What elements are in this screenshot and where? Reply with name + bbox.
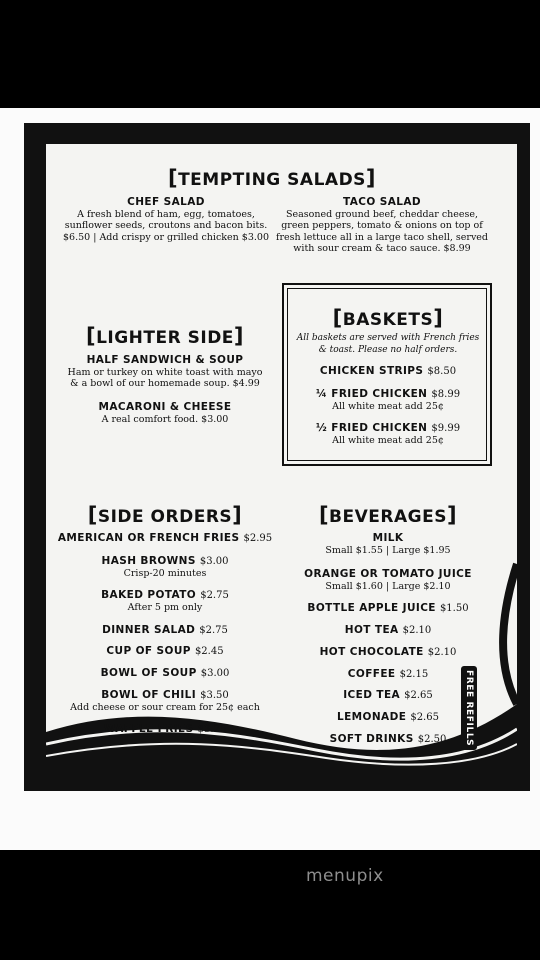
- hot-chocolate-name: HOT CHOCOLATE: [319, 646, 424, 658]
- apple-juice-price: $1.50: [439, 603, 469, 614]
- bowl-soup-price: $3.00: [200, 668, 230, 679]
- baked-potato-item: [101, 590, 229, 613]
- cup-soup-name: CUP OF SOUP: [106, 645, 191, 657]
- mac-cheese-item: [99, 402, 232, 425]
- chicken-strips-item: [320, 366, 456, 378]
- quarter-chicken-desc: All white meat add 25¢: [332, 400, 444, 412]
- half-sandwich-desc-2: & a bowl of our homemade soup. $4.99: [70, 378, 260, 389]
- fries-name: AMERICAN OR FRENCH FRIES: [57, 532, 240, 544]
- iced-tea-price: $2.65: [404, 690, 433, 701]
- waffle-fries-price: $3.25: [197, 724, 227, 735]
- hot-tea-item: [345, 625, 432, 637]
- dinner-salad-price: $2.75: [199, 625, 228, 636]
- baked-potato-price: $2.75: [200, 590, 229, 601]
- coffee-name: COFFEE: [347, 668, 396, 680]
- half-sandwich-desc-1: Ham or turkey on white toast with mayo: [67, 366, 263, 378]
- taco-salad-item: [276, 197, 488, 255]
- beverages-heading: [BEVERAGES]: [318, 503, 458, 527]
- soft-drinks-name: SOFT DRINKS: [329, 733, 414, 745]
- taco-salad-desc-4: with sour cream & taco sauce. $8.99: [293, 243, 471, 254]
- chef-salad-desc-3: $6.50 | Add crispy or grilled chicken $3.00: [63, 231, 269, 243]
- soft-drinks-item: [330, 734, 447, 746]
- mac-cheese-desc: A real comfort food. $3.00: [101, 413, 229, 425]
- baskets-note-2: & toast. Please no half orders.: [318, 344, 458, 355]
- lemonade-price: $2.65: [410, 712, 439, 723]
- coffee-item: [348, 669, 428, 681]
- taco-salad-desc-2: green peppers, tomato & onions on top of: [281, 220, 483, 231]
- hot-tea-name: HOT TEA: [344, 624, 399, 636]
- milk-item: [325, 533, 450, 556]
- salads-heading: [TEMPTING SALADS]: [167, 166, 377, 190]
- quarter-chicken-item: [316, 389, 460, 412]
- baskets-note: [297, 333, 480, 356]
- half-chicken-price: $9.99: [431, 423, 461, 434]
- baskets-note-1: All baskets are served with French fries: [296, 333, 480, 343]
- coffee-price: $2.15: [399, 669, 429, 680]
- cup-soup-item: [106, 646, 223, 658]
- lighter-side-heading: [LIGHTER SIDE]: [85, 324, 245, 348]
- juice-name: ORANGE OR TOMATO JUICE: [304, 568, 472, 580]
- half-chicken-desc: All white meat add 25¢: [332, 434, 444, 446]
- apple-juice-item: [307, 603, 468, 615]
- baked-potato-desc: After 5 pm only: [127, 601, 203, 613]
- side-orders-heading: [SIDE ORDERS]: [87, 503, 243, 527]
- hash-browns-desc: Crisp-20 minutes: [123, 567, 207, 579]
- dinner-salad-item: [102, 625, 228, 637]
- fries-price: $2.95: [243, 533, 273, 544]
- lemonade-name: LEMONADE: [337, 711, 407, 723]
- hot-chocolate-price: $2.10: [427, 647, 457, 658]
- bowl-chili-desc: Add cheese or sour cream for 25¢ each: [70, 701, 260, 713]
- half-sandwich-item: [68, 355, 263, 390]
- hash-browns-name: HASH BROWNS: [101, 555, 196, 567]
- waffle-fries-name: WAFFLE FRIES: [103, 723, 194, 735]
- iced-tea-name: ICED TEA: [343, 689, 401, 701]
- chef-salad-desc-2: sunflower seeds, croutons and bacon bits.: [64, 220, 268, 231]
- juice-item: [304, 569, 472, 592]
- chef-salad-desc-1: A fresh blend of ham, egg, tomatoes,: [77, 208, 255, 220]
- apple-juice-name: BOTTLE APPLE JUICE: [307, 602, 436, 614]
- bowl-chili-item: [70, 690, 260, 713]
- taco-salad-desc-3: fresh lettuce all in a large taco shell, served: [275, 231, 489, 243]
- hash-browns-item: [102, 556, 229, 579]
- taco-salad-name: TACO SALAD: [343, 196, 421, 208]
- milk-desc: Small $1.55 | Large $1.95: [325, 544, 451, 556]
- quarter-chicken-price: $8.99: [431, 389, 461, 400]
- juice-desc: Small $1.60 | Large $2.10: [325, 580, 451, 592]
- milk-name: MILK: [372, 532, 404, 544]
- bowl-chili-price: $3.50: [200, 690, 229, 701]
- half-chicken-item: [316, 423, 460, 446]
- mac-cheese-name: MACARONI & CHEESE: [98, 401, 232, 413]
- free-refills-badge: FREE REFILLS: [461, 666, 477, 750]
- bowl-chili-name: BOWL OF CHILI: [101, 689, 197, 701]
- dinner-salad-name: DINNER SALAD: [102, 624, 196, 636]
- chicken-strips-name: CHICKEN STRIPS: [319, 365, 424, 377]
- soft-drinks-price: $2.50: [417, 734, 447, 745]
- waffle-fries-item: [104, 724, 227, 736]
- cup-soup-price: $2.45: [194, 646, 224, 657]
- bowl-soup-item: [101, 668, 230, 680]
- bowl-soup-name: BOWL OF SOUP: [100, 667, 197, 679]
- quarter-chicken-name: ¼ FRIED CHICKEN: [315, 388, 428, 400]
- hot-chocolate-item: [320, 647, 457, 659]
- half-chicken-name: ½ FRIED CHICKEN: [315, 422, 428, 434]
- hot-tea-price: $2.10: [402, 625, 432, 636]
- fries-item: [58, 533, 272, 545]
- chef-salad-name: CHEF SALAD: [127, 196, 205, 208]
- hash-browns-price: $3.00: [199, 556, 229, 567]
- chef-salad-item: [63, 197, 269, 243]
- baked-potato-name: BAKED POTATO: [101, 589, 197, 601]
- baskets-heading: [BASKETS]: [332, 306, 444, 330]
- menupix-watermark: menupix: [306, 866, 384, 886]
- taco-salad-desc-1: Seasoned ground beef, cheddar cheese,: [285, 208, 479, 220]
- lemonade-item: [337, 712, 439, 724]
- half-sandwich-name: HALF SANDWICH & SOUP: [86, 354, 244, 366]
- iced-tea-item: [343, 690, 433, 702]
- chicken-strips-price: $8.50: [427, 366, 457, 377]
